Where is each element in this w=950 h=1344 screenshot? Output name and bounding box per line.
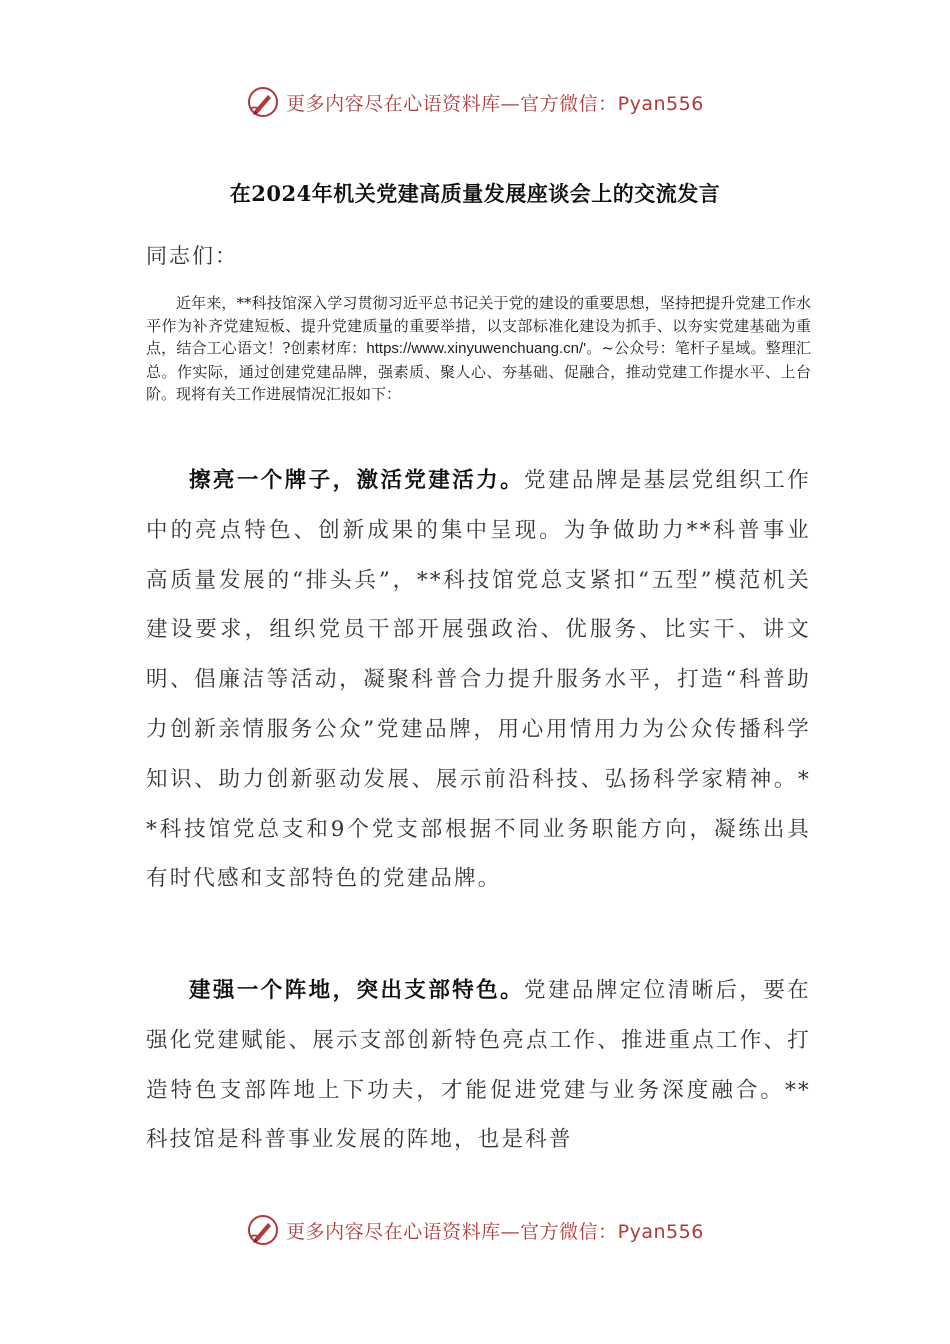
watermark-handle: Pyan556 [617,1220,704,1243]
intro-text-before-url: 近年来，**科技馆深入学习贯彻习近平总书记关于党的建设的重要思想，坚持把提升党建工作水平作为补齐党建短板、提升党建质量的重要举措，以支部标准化建设为抓手、以夯实党建基础为重点，结合工心语文！?创素材库： [146,294,811,357]
paragraph-1-heading: 擦亮一个牌子，激活党建活力。 [189,468,525,493]
watermark-footer [0,1210,950,1250]
body-paragraph-2 [146,966,811,1165]
intro-text-after-url: 。~公众号：笔杆子星域。整理汇总。作实际，通过创建党建品牌，强素质、聚人心、夯基础、促融合，推动党建工作提水平、上台阶。现将有关工作进展情况汇报如下： [146,339,811,403]
pen-logo-icon [246,85,280,119]
document-title: 在2024年机关党建高质量发展座谈会上的交流发言 [229,181,721,206]
paragraph-2-body: 党建品牌定位清晰后，要在强化党建赋能、展示支部创新特色亮点工作、推进重点工作、打造特色支部阵地上下功夫，才能促进党建与业务深度融合。**科技馆是科普事业发展的阵地，也是科普 [146,978,811,1153]
watermark-text: 更多内容尽在心语资料库—官方微信：Pyan556 [286,92,704,115]
body-paragraph-1 [146,456,811,904]
pen-logo-icon [246,1213,280,1247]
salutation: 同志们： [146,244,238,268]
intro-paragraph [146,292,811,406]
watermark-header [0,82,950,122]
watermark-text: 更多内容尽在心语资料库—官方微信：Pyan556 [286,1220,704,1243]
intro-url: https://www.xinyuwenchuang.cn/' [366,340,587,357]
paragraph-2-heading: 建强一个阵地，突出支部特色。 [189,978,525,1003]
watermark-handle: Pyan556 [617,92,704,115]
paragraph-1-body: 党建品牌是基层党组织工作中的亮点特色、创新成果的集中呈现。为争做助力**科普事业高质量发展的“排头兵”，**科技馆党总支紧扣“五型”模范机关建设要求，组织党员干部开展强政治、优服务、比实干、讲文明、倡廉洁等活动，凝聚科普合力提升服务水平，打造“科普助力创新亲情服务公众”党建品牌，用心用情用力为公众传播科学知识、助力创新驱动发展、展示前沿科技、弘扬科学家精神。**科技馆党总支和9个党支部根据不同业务职能方向，凝练出具有时代感和支部特色的党建品牌。 [146,468,811,892]
